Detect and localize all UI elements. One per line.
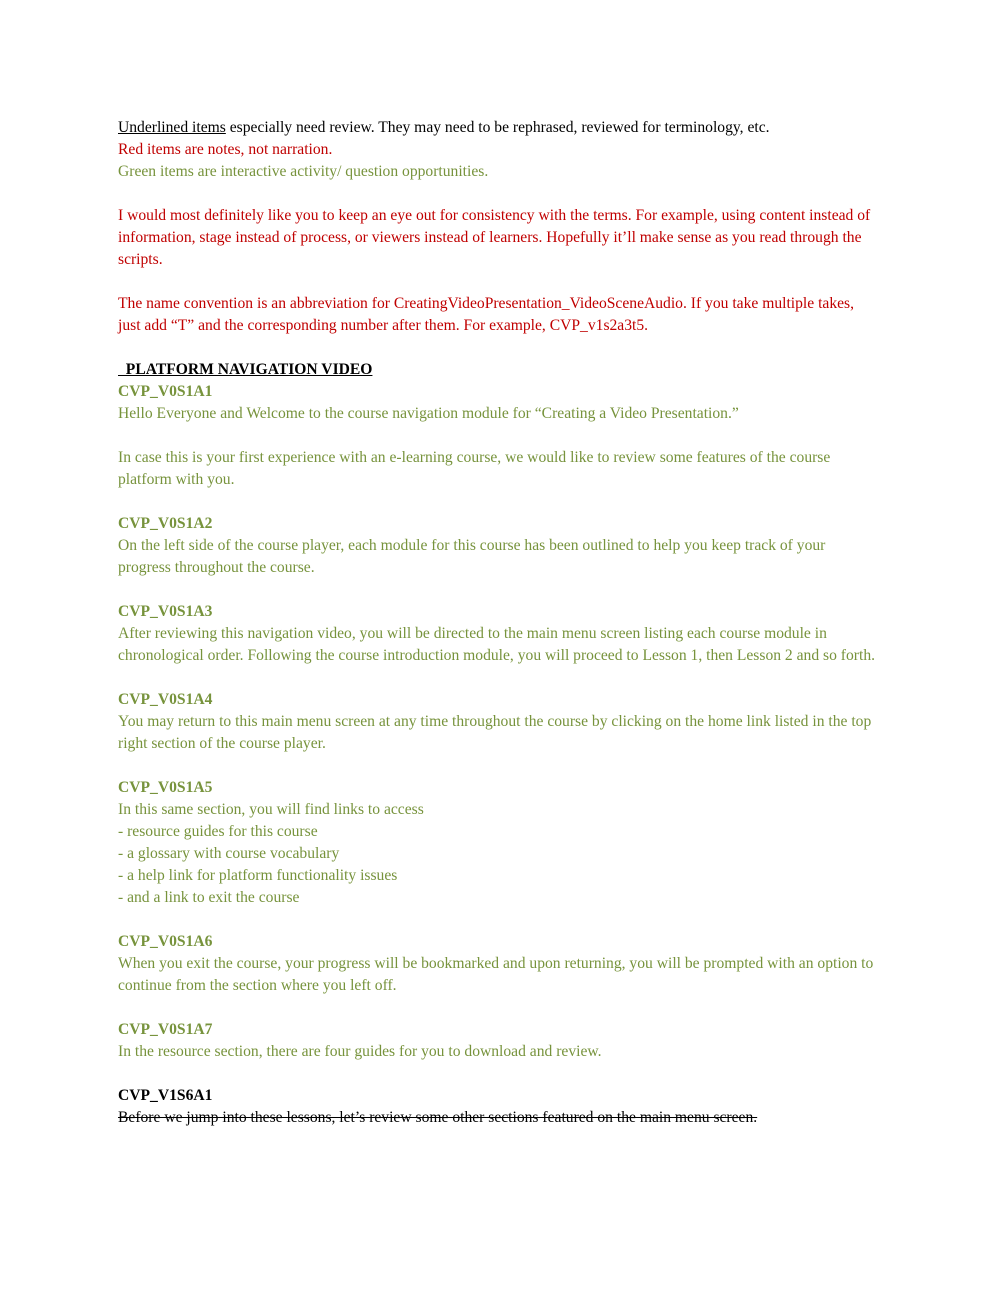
narration-line: In this same section, you will find links to access xyxy=(118,801,424,818)
script-block xyxy=(118,931,880,997)
narration-line: Hello Everyone and Welcome to the course navigation module for “Creating a Video Presentation.” xyxy=(118,405,739,422)
consistency-note: I would most definitely like you to keep an eye out for consistency with the terms. For example, using content instead of information, stage instead of process, or viewers instead of learners. Hopefully it’ll make sense as you read through the scripts. xyxy=(118,207,871,268)
narration-line: After reviewing this navigation video, you will be directed to the main menu screen listing each course module in chronological order. Following the course introduction module, you will proceed to Lesson 1, then Lesson 2 and so forth. xyxy=(118,625,876,664)
block-id: CVP_V0S1A5 xyxy=(118,779,213,796)
script-block xyxy=(118,689,880,755)
list-item: - resource guides for this course xyxy=(118,823,318,840)
block-id: CVP_V0S1A1 xyxy=(118,383,213,400)
narration-line: In the resource section, there are four guides for you to download and review. xyxy=(118,1043,602,1060)
script-block xyxy=(118,601,880,667)
block-id: CVP_V0S1A7 xyxy=(118,1021,213,1038)
narration-line: When you exit the course, your progress will be bookmarked and upon returning, you will be prompted with an option to continue from the section where you left off. xyxy=(118,955,874,994)
list-item: - and a link to exit the course xyxy=(118,889,300,906)
narration-line: On the left side of the course player, each module for this course has been outlined to help you keep track of your progress throughout the course. xyxy=(118,537,826,576)
red-legend: Red items are notes, not narration. xyxy=(118,141,333,158)
underline-legend-text: especially need review. They may need to be rephrased, reviewed for terminology, etc. xyxy=(225,119,770,136)
script-block xyxy=(118,513,880,579)
narration-line: In case this is your first experience with an e-learning course, we would like to review some features of the course platform with you. xyxy=(118,449,831,488)
block-id: CVP_V0S1A3 xyxy=(118,603,213,620)
script-block xyxy=(118,777,880,909)
block-id: CVP_V0S1A2 xyxy=(118,515,213,532)
green-legend: Green items are interactive activity/ question opportunities. xyxy=(118,163,489,180)
underlined-items-label: Underlined items xyxy=(118,119,226,136)
naming-convention-note: The name convention is an abbreviation for CreatingVideoPresentation_VideoSceneAudio. If you take multiple takes, just add “T” and the corresponding number after them. For example, CVP_v1s2a3t5. xyxy=(118,295,855,334)
script-block xyxy=(118,1085,880,1129)
narration-line: You may return to this main menu screen at any time throughout the course by clicking on the home link listed in the top right section of the course player. xyxy=(118,713,872,752)
block-id: CVP_V0S1A6 xyxy=(118,933,213,950)
list-item: - a help link for platform functionality issues xyxy=(118,867,398,884)
section-title: PLATFORM NAVIGATION VIDEO xyxy=(118,361,373,378)
list-item: - a glossary with course vocabulary xyxy=(118,845,340,862)
script-block xyxy=(118,1019,880,1063)
underline-legend xyxy=(118,117,880,139)
struck-narration-line: Before we jump into these lessons, let’s review some other sections featured on the main menu screen. xyxy=(118,1109,758,1126)
block-id: CVP_V0S1A4 xyxy=(118,691,213,708)
script-block xyxy=(118,381,880,491)
block-id: CVP_V1S6A1 xyxy=(118,1087,213,1104)
